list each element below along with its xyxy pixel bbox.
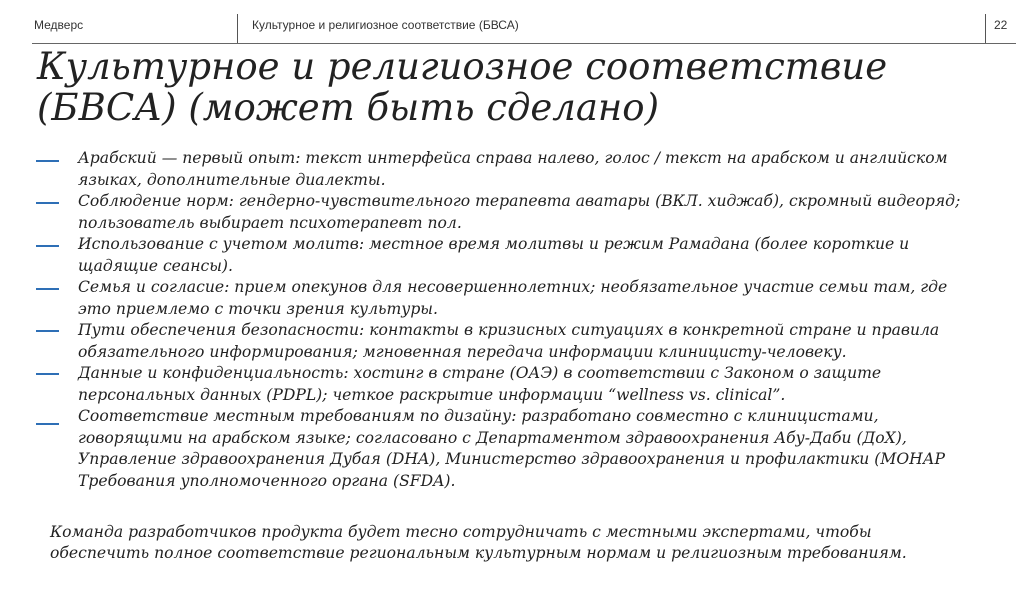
bullet-list [78, 148, 983, 492]
bullet-item: Семья и согласие: прием опекунов для несовершеннолетних; необязательное участие семьи там, где это приемлемо с точки зрения культуры. [78, 278, 948, 318]
bullet-dash [36, 202, 59, 204]
bullet-dash [36, 288, 59, 290]
slide-header [0, 0, 1024, 46]
bullet-item: Данные и конфиденциальность: хостинг в стране (ОАЭ) в соответствии с Законом о защите персональных данных (PDPL); четкое раскрытие информации “wellness vs. clinical”. [78, 364, 882, 404]
bullet-item: Арабский — первый опыт: текст интерфейса справа налево, голос / текст на арабском и английском языках, дополнительные диалекты. [78, 149, 948, 189]
bullet-dash [36, 373, 59, 375]
bullet-item: Соблюдение норм: гендерно-чувствительного терапевта аватары (ВКЛ. хиджаб), скромный видеоряд; пользователь выбирает психотерапевт пол. [78, 192, 961, 232]
header-divider [985, 14, 986, 44]
bullet-item: Пути обеспечения безопасности: контакты в кризисных ситуациях в конкретной стране и правила обязательного информирования; мгновенная передача информации клиницисту-человеку. [78, 321, 940, 361]
bullet-item: Соответствие местным требованиям по дизайну: разработано совместно с клиницистами, говорящими на арабском языке; согласовано с Департаментом здравоохранения Абу-Даби (ДоХ), Управление здравоохранения Дубая (DHA), Министерство здравоохранения и профилактики (МОНАР Требования уполномоченного органа (SFDA). [78, 407, 946, 490]
conclusion-text: Команда разработчиков продукта будет тесно сотрудничать с местными экспертами, чтобы обеспечить полное соответствие региональным культурным нормам и религиозным требованиям. [50, 523, 907, 562]
slide-title: Культурное и религиозное соответствие (БВСА) (может быть сделано) [37, 45, 888, 129]
header-title: Культурное и религиозное соответствие (БВСА) [252, 18, 519, 32]
bullet-item: Использование с учетом молитв: местное время молитвы и режим Рамадана (более короткие и щадящие сеансы). [78, 235, 910, 275]
bullet-dash [36, 245, 59, 247]
bullet-dash [36, 160, 59, 162]
header-org: Медверс [34, 18, 84, 32]
page-number: 22 [994, 18, 1008, 32]
bullet-dash [36, 330, 59, 332]
bullet-dash [36, 423, 59, 425]
header-divider [237, 14, 238, 44]
header-rule [32, 43, 1016, 44]
